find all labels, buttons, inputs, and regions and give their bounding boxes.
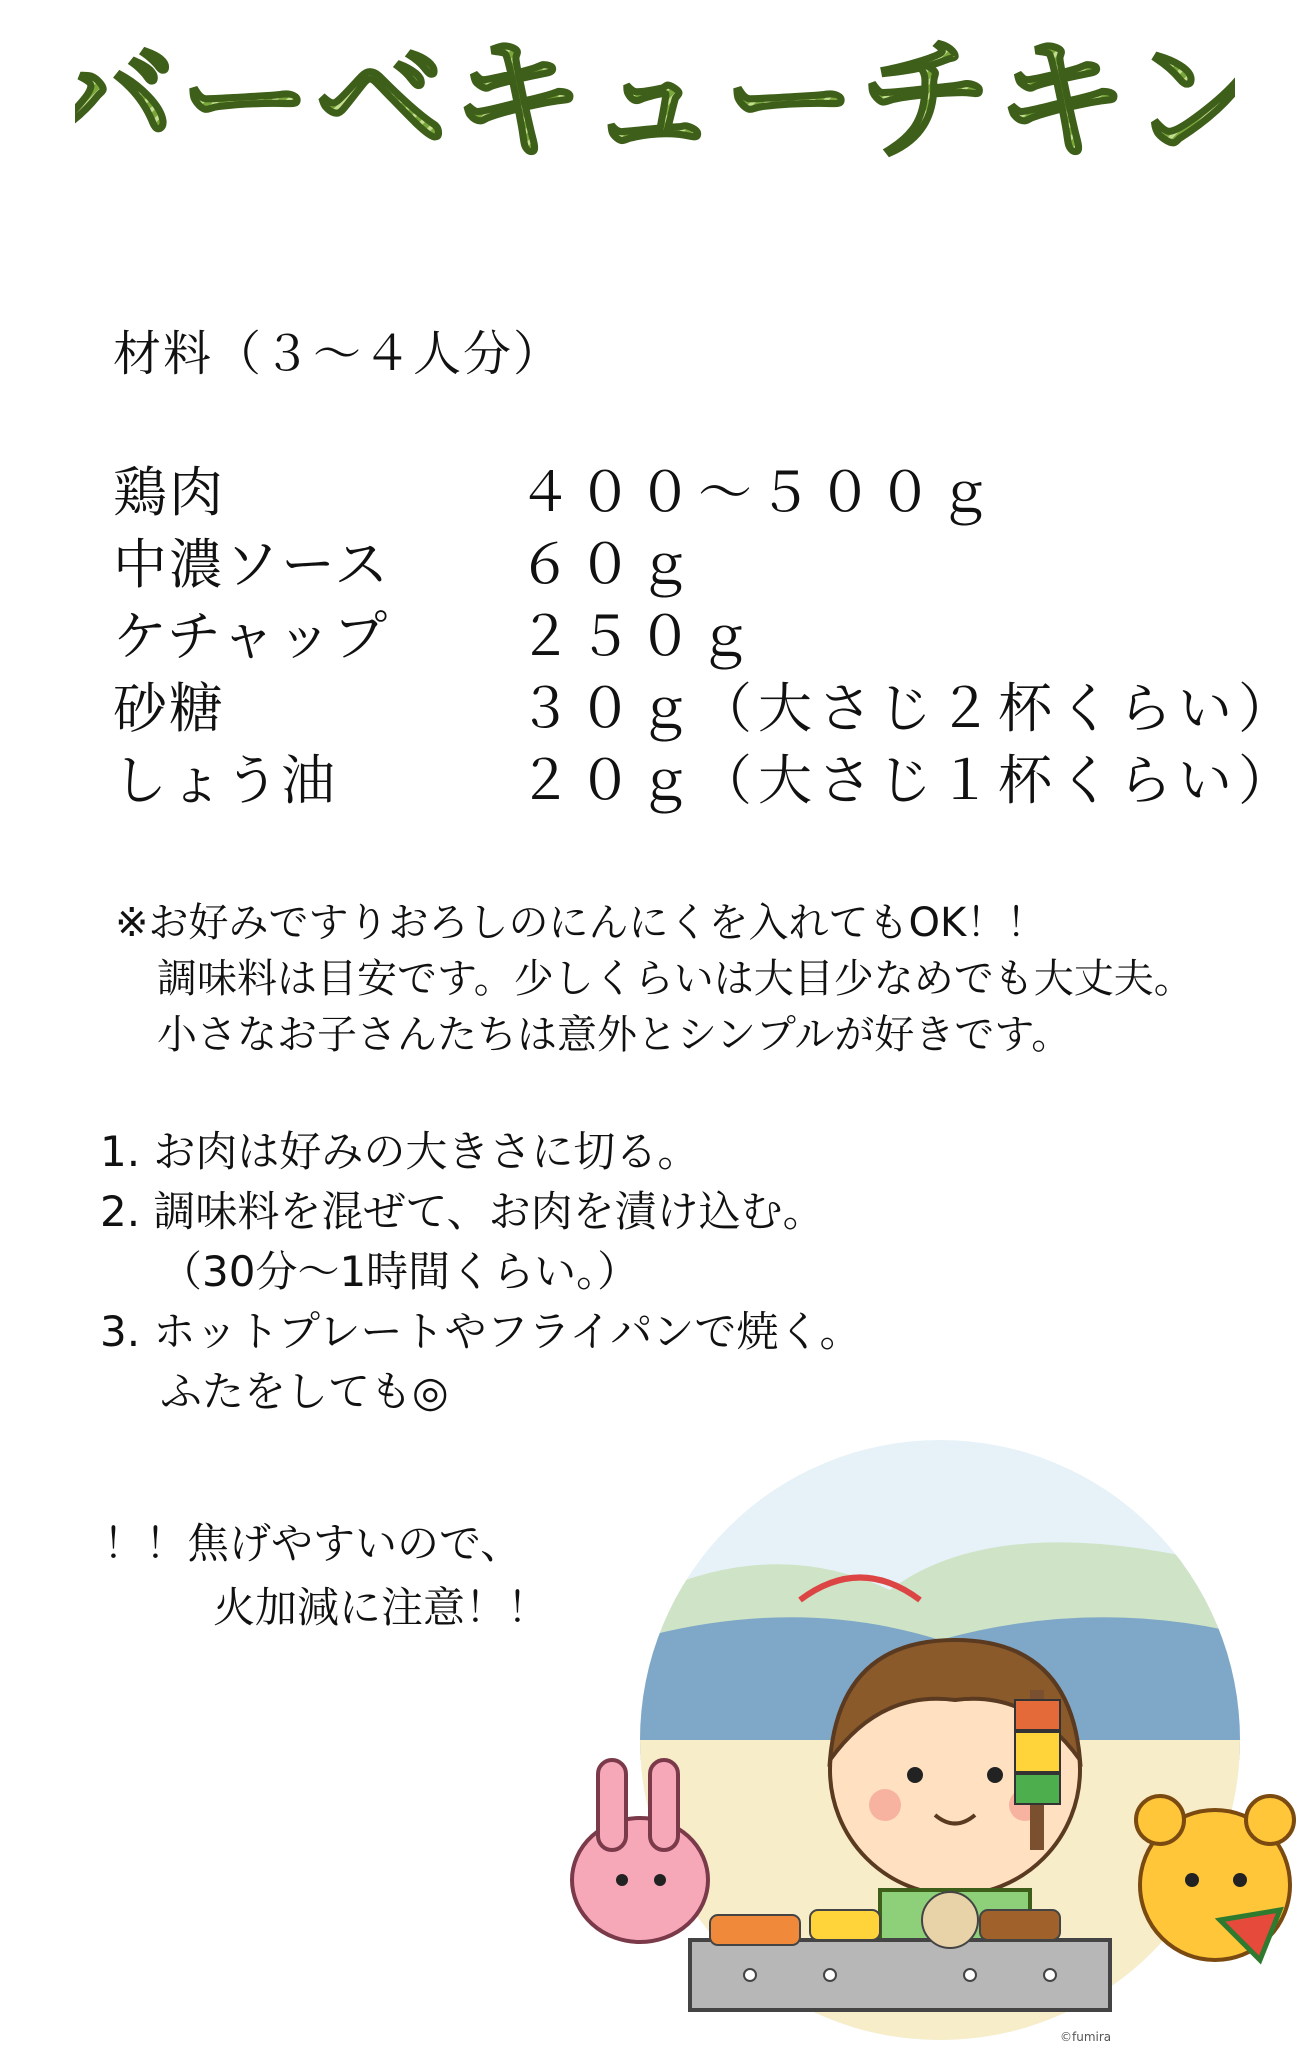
title-text: バーベキューチキン [75, 28, 1235, 178]
ingredient-amount: ６０ｇ [518, 532, 698, 596]
ingredient-row [113, 668, 1298, 740]
ingredient-name: ケチャップ [113, 604, 390, 668]
note-line: 小さなお子さんたちは意外とシンプルが好きです。 [157, 1012, 1072, 1058]
note-line: 調味料は目安です。少しくらいは大目少なめでも大丈夫。 [157, 956, 1194, 1002]
ingredient-amount: ４００～５００ｇ [518, 460, 998, 524]
ingredient-name: 鶏肉 [113, 460, 225, 524]
ingredient-amount: ２０ｇ（大さじ１杯くらい） [518, 748, 1298, 812]
ingredient-name: 中濃ソース [113, 532, 391, 596]
step-line: ふたをしても◎ [160, 1367, 449, 1416]
warning-line: 火加減に注意！！ [213, 1583, 550, 1632]
ingredient-row [113, 596, 1298, 668]
bbq-illustration [560, 1440, 1300, 2040]
steps-block [100, 1122, 862, 1422]
ingredient-name: しょう油 [113, 748, 337, 812]
ingredient-row [113, 452, 1298, 524]
note-line: ※お好みですりおろしのにんにくを入れてもOK！！ [115, 900, 1047, 946]
ingredients-list [113, 452, 1298, 812]
notes-block [115, 895, 1194, 1063]
illustration-credit: ©fumira [1060, 2030, 1112, 2044]
warning-block [103, 1512, 549, 1640]
ingredient-amount: ３０ｇ（大さじ２杯くらい） [518, 676, 1298, 740]
ingredients-heading: 材料（３～４人分） [113, 326, 564, 382]
ingredient-row [113, 524, 1298, 596]
ingredient-name: 砂糖 [113, 676, 225, 740]
step-line: （30分～1時間くらい。） [160, 1247, 640, 1296]
warning-line: ！！焦げやすいので、 [103, 1519, 523, 1568]
step-line: 2. 調味料を混ぜて、お肉を漬け込む。 [100, 1187, 825, 1236]
step-line: 3. ホットプレートやフライパンで焼く。 [100, 1307, 862, 1356]
ingredient-row [113, 740, 1298, 812]
page-title [75, 28, 1235, 178]
bbq-scene-image [560, 1440, 1300, 2040]
title-graphic [75, 28, 1235, 178]
ingredient-amount: ２５０ｇ [518, 604, 758, 668]
step-line: 1. お肉は好みの大きさに切る。 [100, 1127, 700, 1176]
